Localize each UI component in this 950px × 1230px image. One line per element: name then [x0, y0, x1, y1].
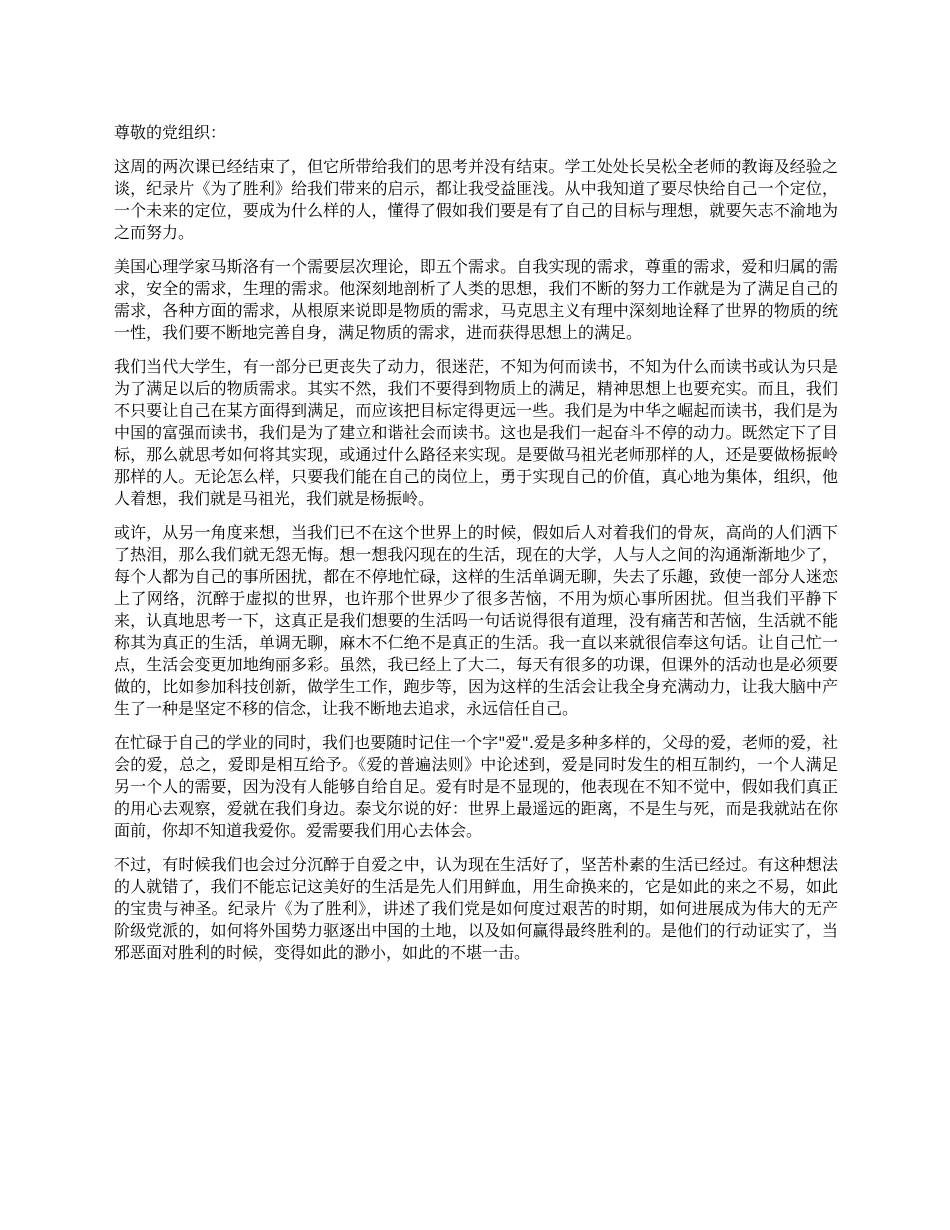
paragraph-5: 在忙碌于自己的学业的同时，我们也要随时记住一个字"爱".爱是多种多样的，父母的爱，老师的爱，社会的爱，总之，爱即是相互给予。《爱的普遍法则》中论述到，爱是同时发生的相互制约，一个人满足另一个人的需要，因为没有人能够自给自足。爱有时是不显现的，他表现在不知不觉中，假如我们真正的用心去观察，爱就在我们身边。泰戈尔说的好：世界上最遥远的距离，不是生与死，而是我就站在你面前，你却不知道我爱你。爱需要我们用心去体会。 [114, 733, 838, 840]
document-body [114, 122, 838, 976]
paragraph-3: 我们当代大学生，有一部分已更丧失了动力，很迷茫，不知为何而读书，不知为什么而读书或认为只是为了满足以后的物质需求。其实不然，我们不要得到物质上的满足，精神思想上也要充实。而且，我们不只要让自己在某方面得到满足，而应该把目标定得更远一些。我们是为中华之崛起而读书，我们是为中国的富强而读书，我们是为了建立和谐社会而读书。这也是我们一起奋斗不停的动力。既然定下了目标，那么就思考如何将其实现，或通过什么路径来实现。是要做马祖光老师那样的人，还是要做杨振岭那样的人。无论怎么样，只要我们能在自己的岗位上，勇于实现自己的价值，真心地为集体，组织，他人着想，我们就是马祖光，我们就是杨振岭。 [114, 357, 838, 508]
paragraph-2: 美国心理学家马斯洛有一个需要层次理论，即五个需求。自我实现的需求，尊重的需求，爱和归属的需求，安全的需求，生理的需求。他深刻地剖析了人类的思想，我们不断的努力工作就是为了满足自己的需求，各种方面的需求，从根原来说即是物质的需求，马克思主义有理中深刻地诠释了世界的物质的统一性，我们要不断地完善自身，满足物质的需求，进而获得思想上的满足。 [114, 257, 838, 342]
paragraph-4: 或许，从另一角度来想，当我们已不在这个世界上的时候，假如后人对着我们的骨灰，高尚的人们洒下了热泪，那么我们就无怨无悔。想一想我闪现在的生活，现在的大学，人与人之间的沟通渐渐地少了，每个人都为自己的事所困扰，都在不停地忙碌，这样的生活单调无聊，失去了乐趣，致使一部分人迷恋上了网络，沉醉于虚拟的世界，也许那个世界少了很多苦恼，不用为烦心事所困扰。但当我们平静下来，认真地思考一下，这真正是我们想要的生活吗一句话说得很有道理，没有痛苦和苦恼，生活就不能称其为真正的生活，单调无聊，麻木不仁绝不是真正的生活。我一直以来就很信奉这句话。让自己忙一点，生活会变更加地绚丽多彩。虽然，我已经上了大二，每天有很多的功课，但课外的活动也是必须要做的，比如参加科技创新，做学生工作，跑步等，因为这样的生活会让我全身充满动力，让我大脑中产生了一种是坚定不移的信念，让我不断地去追求，永远信任自己。 [114, 523, 838, 718]
salutation: 尊敬的党组织： [114, 123, 227, 142]
paragraph-6: 不过，有时候我们也会过分沉醉于自爱之中，认为现在生活好了，坚苦朴素的生活已经过。有这种想法的人就错了，我们不能忘记这美好的生活是先人们用鲜血，用生命换来的，它是如此的来之不易，如此的宝贵与神圣。纪录片《为了胜利》，讲述了我们党是如何度过艰苦的时期，如何进展成为伟大的无产阶级党派的，如何将外国势力驱逐出中国的土地，以及如何赢得最终胜利的。是他们的行动证实了，当邪恶面对胜利的时候，变得如此的渺小，如此的不堪一击。 [114, 855, 838, 962]
paragraph-1: 这周的两次课已经结束了，但它所带给我们的思考并没有结束。学工处处长吴松全老师的教诲及经验之谈，纪录片《为了胜利》给我们带来的启示，都让我受益匪浅。从中我知道了要尽快给自己一个定位，一个未来的定位，要成为什么样的人，懂得了假如我们要是有了自己的目标与理想，就要矢志不渝地为之而努力。 [114, 157, 838, 242]
